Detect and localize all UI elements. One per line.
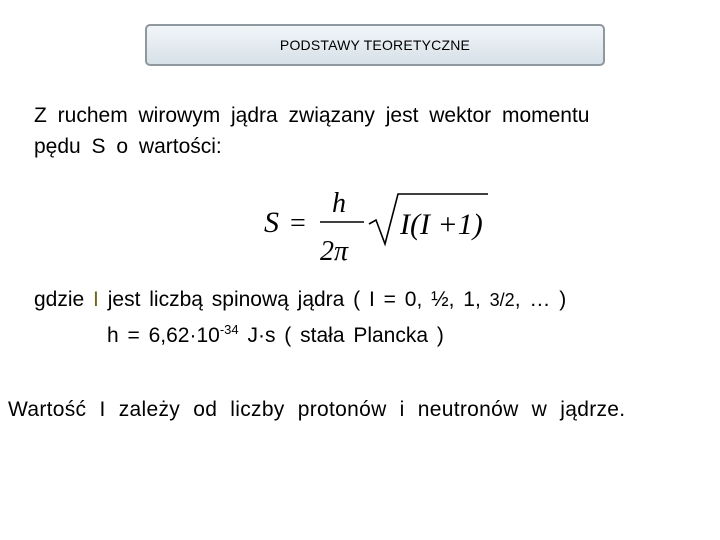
spin-fraction: 3/2 xyxy=(489,290,515,310)
formula-denominator: 2π xyxy=(320,236,349,267)
formula-equals: = xyxy=(290,208,306,239)
planck-tail: J·s ( stała Plancka ) xyxy=(247,324,444,347)
spin-line-prefix: gdzie xyxy=(34,288,85,311)
intro-paragraph xyxy=(34,100,694,162)
intro-line-2: pędu S o wartości: xyxy=(34,135,222,158)
formula-numerator: h xyxy=(332,188,346,219)
spin-line-suffix: , … ) xyxy=(514,288,567,311)
conclusion-symbol: I xyxy=(99,398,106,421)
conclusion-line xyxy=(8,398,625,422)
conclusion-prefix: Wartość xyxy=(8,398,87,421)
slide-title: PODSTAWY TEORETYCZNE xyxy=(279,37,471,53)
spin-number-line xyxy=(34,288,566,312)
conclusion-text: zależy od liczby protonów i neutronów w jądrze. xyxy=(118,398,626,421)
spin-formula xyxy=(264,184,504,270)
planck-lead: h = 6,62·10 xyxy=(107,324,220,347)
spin-line-text: jest liczbą spinową jądra ( I = 0, ½, 1, xyxy=(107,288,481,311)
formula-radicand: I(I +1) xyxy=(400,208,483,241)
slide-title-box xyxy=(145,24,605,66)
planck-line xyxy=(107,324,444,348)
formula-lhs: S xyxy=(264,206,279,239)
spin-symbol: I xyxy=(93,288,99,311)
planck-exponent: -34 xyxy=(219,322,239,337)
intro-line-1: Z ruchem wirowym jądra związany jest wektor momentu xyxy=(34,104,590,127)
